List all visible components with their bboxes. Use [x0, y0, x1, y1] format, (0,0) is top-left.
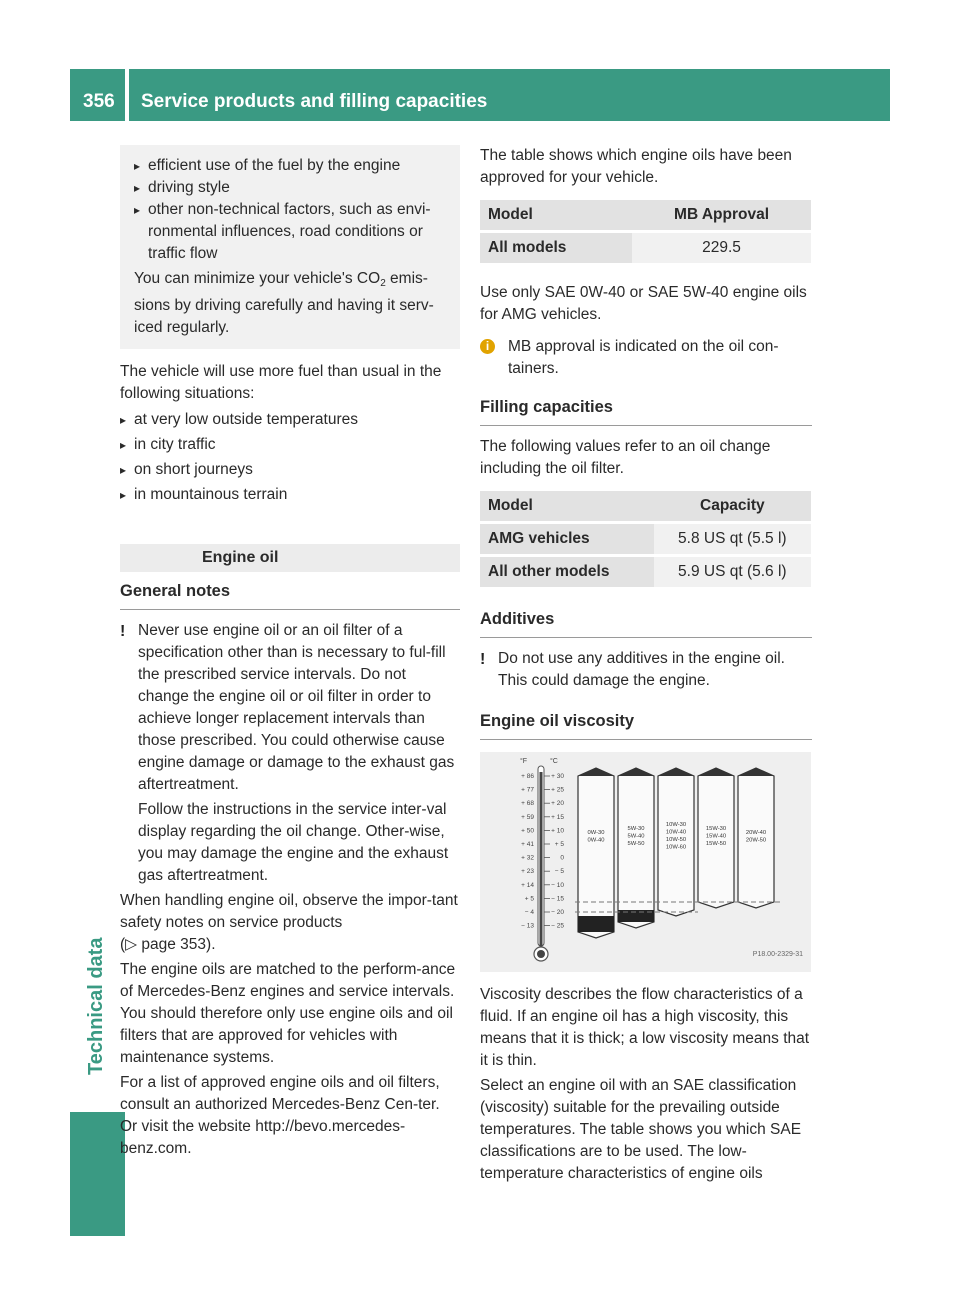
- approved-list-text: For a list of approved engine oils and oil filters, consult an authorized Mercedes-Benz Cen-ter. Or visit the website http://bevo.mercedes-benz.com.: [120, 1074, 440, 1157]
- grade-label: 20W-40: [745, 830, 767, 836]
- warning-text-2: Follow the instructions in the service inter-val display regarding the oil change. Other-wise, you may damage the engine and the exhaust gas aftertreatment.: [138, 801, 449, 884]
- side-tab-label-wrap: [86, 775, 116, 1075]
- capacity-table: [480, 488, 811, 590]
- fahrenheit-tick-label: + 86: [521, 773, 534, 780]
- viscosity-figure: [480, 752, 811, 972]
- grade-label: 5W-30: [627, 826, 645, 832]
- celsius-tick-label: − 15: [551, 895, 564, 903]
- celsius-tick-label: + 15: [551, 813, 564, 821]
- handling-sentence: When handling engine oil, observe the impor-tant safety notes on service products: [120, 892, 458, 931]
- table-header: MB Approval: [632, 200, 811, 230]
- fahrenheit-tick-label: + 14: [521, 881, 534, 889]
- table-cell: 5.9 US qt (5.6 l): [654, 557, 811, 587]
- fahrenheit-tick-label: − 4: [524, 909, 534, 916]
- table-cell: 229.5: [632, 233, 811, 263]
- list-item: ▸ on short journeys: [120, 459, 460, 481]
- info-note: [480, 336, 812, 380]
- grade-column-cap: [738, 768, 774, 776]
- warning-text: Never use engine oil or an oil filter of a specification other than is necessary to ful-fill the prescribed service intervals. Do not change the engine oil or oil filter in order to achieve longer replacement intervals than those prescribed. You could otherwise cause engine damage or damage to the exhaust gas aftertreatment.: [138, 622, 455, 793]
- grade-label: 10W-30: [665, 822, 687, 828]
- page-title: Service products and filling capacities: [141, 91, 488, 112]
- celsius-tick-label: 0: [560, 854, 564, 862]
- fahrenheit-tick-label: − 13: [521, 922, 534, 930]
- warning-icon: !: [480, 651, 486, 668]
- page-number-box: [70, 69, 125, 121]
- table-row: [480, 233, 811, 263]
- engine-oil-heading: Engine oil: [120, 544, 460, 572]
- grade-label: 20W-50: [745, 837, 767, 844]
- fahrenheit-tick-label: + 23: [521, 868, 534, 876]
- fahrenheit-tick-label: + 59: [521, 813, 534, 821]
- grade-label: 10W-40: [665, 829, 687, 836]
- fahrenheit-tick-label: + 68: [521, 800, 534, 808]
- approval-table: [480, 197, 811, 266]
- table-header: Capacity: [654, 491, 811, 521]
- info-text: MB approval is indicated on the oil con-tainers.: [508, 338, 779, 377]
- warning-icon: !: [120, 623, 126, 640]
- viscosity-chart: [480, 752, 811, 972]
- filling-intro: The following values refer to an oil change including the oil filter.: [480, 438, 771, 477]
- grade-label: 15W-40: [705, 833, 727, 840]
- co2-text-b: emis-sions by driving carefully and having it serv-iced regularly.: [134, 270, 434, 336]
- table-intro: The table shows which engine oils have been approved for your vehicle.: [480, 147, 792, 186]
- celsius-tick-label: + 5: [554, 841, 564, 848]
- list-item: ▸ in city traffic: [120, 434, 460, 456]
- fahrenheit-tick-label: + 41: [521, 841, 534, 848]
- table-header: Model: [480, 200, 632, 230]
- grade-label: 10W-50: [665, 837, 687, 843]
- table-header: Model: [480, 491, 654, 521]
- handling-text: [120, 890, 460, 956]
- additives-warning-text: Do not use any additives in the engine oil. This could damage the engine.: [498, 650, 785, 689]
- table-cell: All other models: [480, 557, 654, 587]
- grade-label: 10W-60: [665, 844, 687, 851]
- fahrenheit-tick-label: + 5: [524, 895, 534, 903]
- matched-text: The engine oils are matched to the perform-ance of Mercedes-Benz engines and service intervals. You should therefore only use engine oils and oil filters that are approved for vehicles with maintenance systems.: [120, 961, 456, 1066]
- unit-fahrenheit: °F: [520, 758, 528, 765]
- grade-column-base: [578, 916, 614, 932]
- grade-label: 5W-50: [627, 841, 645, 847]
- grade-column-cap: [698, 768, 734, 776]
- grade-label: 15W-50: [705, 841, 727, 847]
- celsius-tick-label: + 10: [551, 827, 564, 835]
- general-notes-heading: General notes: [120, 580, 460, 610]
- viscosity-text-1: Viscosity describes the flow characteristics of a fluid. If an engine oil has a high viscosity, this means that it is thick; a low viscosity means that it is thin.: [480, 986, 810, 1069]
- additives-heading: Additives: [480, 608, 812, 638]
- celsius-tick-label: + 30: [551, 773, 564, 780]
- grade-column-cap: [658, 768, 694, 776]
- side-tab-marker: [70, 1112, 125, 1236]
- co2-text-a: You can minimize your vehicle's CO: [134, 270, 381, 287]
- co2-note: [134, 268, 452, 339]
- fuel-factors-box: [120, 145, 460, 349]
- warning-note: [120, 620, 460, 887]
- info-icon: i: [480, 339, 495, 354]
- figure-code: P18.00-2329-31: [752, 951, 803, 958]
- fahrenheit-tick-label: + 77: [521, 786, 534, 794]
- celsius-tick-label: + 20: [551, 800, 564, 808]
- table-cell: 5.8 US qt (5.5 l): [654, 524, 811, 554]
- additives-warning: [480, 648, 812, 692]
- filling-capacities-heading: Filling capacities: [480, 396, 812, 426]
- table-cell: AMG vehicles: [480, 524, 654, 554]
- table-row: [480, 557, 811, 587]
- table-row: [480, 524, 811, 554]
- more-fuel-intro: The vehicle will use more fuel than usual in the following situations:: [120, 363, 442, 402]
- fahrenheit-tick-label: + 32: [521, 854, 534, 862]
- side-tab-label: Technical data: [85, 937, 107, 1075]
- list-item: ▸ in mountainous terrain: [120, 484, 460, 506]
- co2-subscript: 2: [380, 278, 386, 289]
- grade-column-cap: [618, 768, 654, 776]
- celsius-tick-label: − 25: [551, 922, 564, 930]
- list-item: ▸ driving style: [134, 177, 452, 199]
- grade-column: [618, 768, 654, 928]
- viscosity-heading: Engine oil viscosity: [480, 710, 812, 740]
- grade-label: 0W-40: [587, 837, 605, 844]
- celsius-tick-label: + 25: [551, 786, 564, 794]
- table-header-row: [480, 200, 811, 230]
- page-number: 356: [83, 91, 115, 112]
- celsius-tick-label: − 20: [551, 909, 564, 916]
- list-item: ▸ at very low outside temperatures: [120, 409, 460, 431]
- celsius-tick-label: − 5: [554, 868, 564, 876]
- table-header-row: [480, 491, 811, 521]
- viscosity-text-2: Select an engine oil with an SAE classification (viscosity) suitable for the prevailing outside temperatures. The table shows you which SAE classifications are to be used. The low-temperature characteristics of engine oils: [480, 1077, 802, 1182]
- right-column: [480, 145, 812, 1185]
- grade-column-cap: [578, 768, 614, 776]
- table-cell: All models: [480, 233, 632, 263]
- list-item: ▸ other non-technical factors, such as envi-ronmental influences, road conditions or traffic flow: [134, 199, 452, 265]
- fahrenheit-tick-label: + 50: [521, 827, 534, 835]
- left-column: [120, 145, 460, 1160]
- thermometer-mercury: [540, 772, 543, 948]
- grade-label: 15W-30: [705, 826, 727, 832]
- grade-label: 0W-30: [587, 830, 605, 836]
- thermometer-bulb-core: [537, 950, 545, 958]
- grade-label: 5W-40: [627, 833, 645, 840]
- unit-celsius: °C: [550, 758, 558, 765]
- header-bar: [129, 69, 890, 121]
- page-reference-link[interactable]: (▷ page 353).: [120, 936, 216, 953]
- list-item: ▸ efficient use of the fuel by the engine: [134, 155, 452, 177]
- amg-oil-text: Use only SAE 0W-40 or SAE 5W-40 engine oils for AMG vehicles.: [480, 284, 807, 323]
- celsius-tick-label: − 10: [551, 881, 564, 889]
